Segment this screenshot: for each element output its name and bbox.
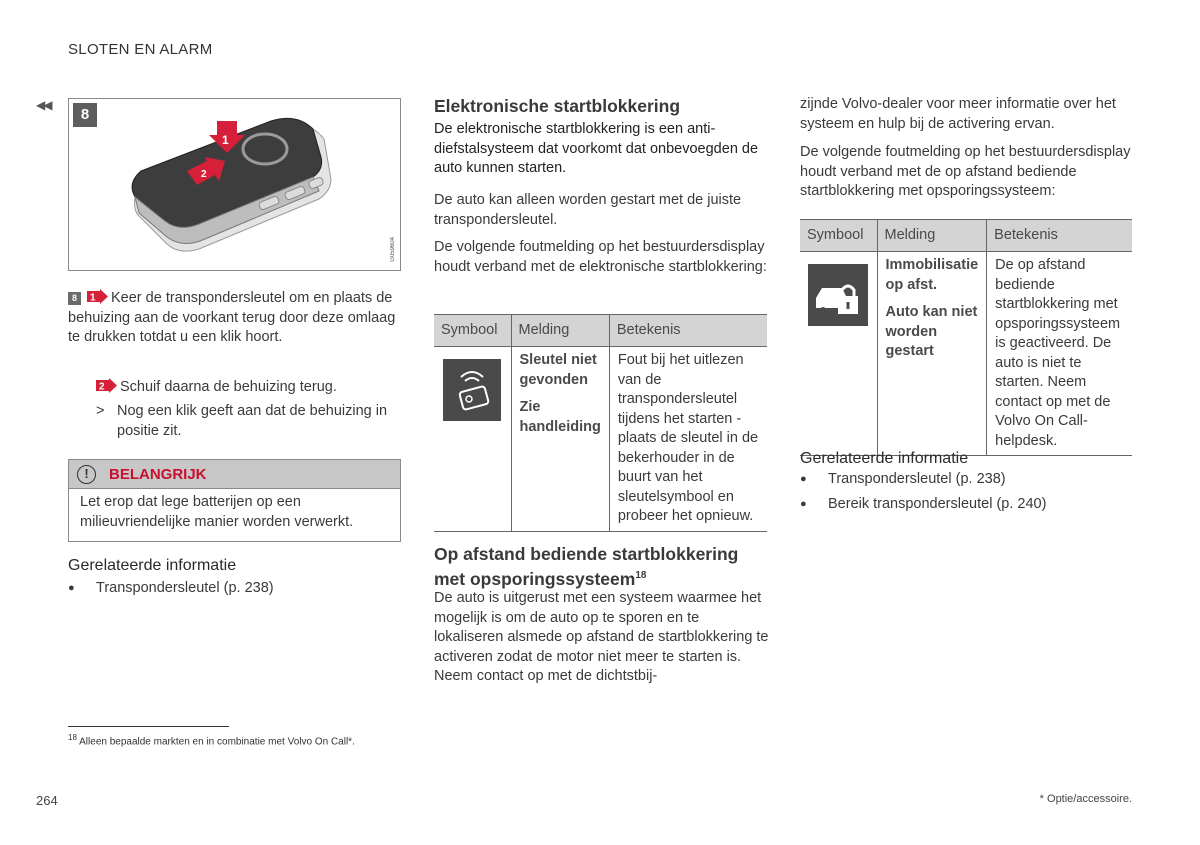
paragraph-1: De auto kan alleen worden gestart met de juiste transpondersleutel. bbox=[434, 192, 742, 228]
heading-remote-immobilizer-text: Op afstand bediende startblokkering met opsporingssysteem bbox=[434, 544, 739, 589]
col-header-symbol: Symbool bbox=[434, 315, 511, 347]
svg-text:1: 1 bbox=[222, 133, 229, 147]
car-lock-icon bbox=[808, 264, 868, 326]
col-header-symbol: Symbool bbox=[800, 220, 877, 252]
meaning-cell: De op afstand bediende startblokkering met opsporingssysteem is geactiveerd. De auto is niet te starten. Neem contact op met de Volvo On Call-helpdesk. bbox=[987, 252, 1132, 456]
svg-text:1: 1 bbox=[90, 292, 96, 304]
col-header-message: Melding bbox=[511, 315, 609, 347]
footnote-divider bbox=[68, 726, 229, 727]
symbol-cell bbox=[434, 347, 511, 532]
footnote-18 bbox=[68, 733, 355, 747]
red-arrow-1-icon bbox=[87, 289, 108, 304]
footnote-number: 18 bbox=[68, 733, 77, 742]
heading-remote-immobilizer bbox=[434, 543, 769, 590]
related-info-title-right: Gerelateerde informatie bbox=[800, 450, 969, 467]
bullet-icon: ● bbox=[68, 582, 75, 594]
message-immobilisation-remote: Immobilisatie op afst. bbox=[885, 257, 979, 293]
important-body: Let erop dat lege batterijen op een milieuvriendelijke manier worden verwerkt. bbox=[80, 494, 354, 530]
bullet-icon: ● bbox=[800, 473, 807, 485]
paragraph-2: De volgende foutmelding op het bestuurdersdisplay houdt verband met de elektronische startblokkering: bbox=[434, 239, 767, 275]
step-2-text: Schuif daarna de behuizing terug. bbox=[120, 379, 337, 395]
key-fob-drawing bbox=[69, 99, 401, 271]
figure-code: G059604 bbox=[390, 237, 396, 262]
step-figure-badge: 8 bbox=[68, 292, 81, 305]
related-link-bereik[interactable] bbox=[800, 496, 1046, 512]
option-accessory-note: * Optie/accessoire. bbox=[1039, 793, 1132, 805]
svg-text:2: 2 bbox=[99, 381, 105, 393]
result-marker: > bbox=[96, 403, 105, 419]
svg-text:2: 2 bbox=[201, 169, 207, 180]
message-see-manual: Zie handleiding bbox=[519, 399, 601, 435]
step-1-text: Keer de transpondersleutel om en plaats de behuizing aan de voorkant terug door deze omlaag te drukken totdat u een klik hoort. bbox=[68, 290, 396, 345]
key-not-found-icon bbox=[443, 359, 501, 421]
col3-paragraph-1: zijnde Volvo-dealer voor meer informatie over het systeem en hulp bij de activering ervan. bbox=[800, 96, 1116, 132]
col3-paragraph-2: De volgende foutmelding op het bestuurdersdisplay houdt verband met de op afstand bediende startblokkering met opsporingssysteem: bbox=[800, 144, 1131, 199]
figure-number-badge: 8 bbox=[73, 103, 97, 127]
bullet-icon: ● bbox=[800, 498, 807, 510]
key-fob-illustration bbox=[68, 98, 401, 271]
step-1 bbox=[68, 289, 403, 348]
heading-electronic-immobilizer: Elektronische startblokkering bbox=[434, 96, 681, 116]
important-title: BELANGRIJK bbox=[109, 466, 207, 483]
important-notice bbox=[68, 459, 401, 542]
related-link-text[interactable]: Transpondersleutel (p. 238) bbox=[96, 580, 274, 596]
message-key-not-found: Sleutel niet gevonden bbox=[519, 352, 597, 388]
paragraph-3: De auto is uitgerust met een systeem waarmee het mogelijk is om de auto op te sporen en te lokaliseren alsmede op afstand de startblokkering te activeren zodat de motor niet meer te starten is. Neem contact op met de dichtstbij- bbox=[434, 590, 769, 684]
meaning-cell: Fout bij het uitlezen van de transpondersleutel tijdens het starten - plaats de sleutel in de bekerhouder in de buurt van het sleutelsymbool en probeer het opnieuw. bbox=[609, 347, 767, 532]
related-link-text[interactable]: Bereik transpondersleutel (p. 240) bbox=[828, 496, 1047, 512]
col-header-message: Melding bbox=[877, 220, 987, 252]
exclamation-icon: ! bbox=[77, 465, 96, 484]
footnote-ref-18[interactable]: 18 bbox=[635, 570, 647, 581]
message-table-2 bbox=[800, 219, 1132, 456]
related-info-title: Gerelateerde informatie bbox=[68, 557, 237, 574]
col-header-meaning: Betekenis bbox=[987, 220, 1132, 252]
double-left-arrow-icon[interactable]: ◀◀ bbox=[36, 98, 51, 112]
footnote-text: Alleen bepaalde markten en in combinatie met Volvo On Call*. bbox=[79, 736, 355, 748]
page-number: 264 bbox=[36, 793, 58, 808]
step-2 bbox=[96, 378, 401, 398]
related-link-transpondersleutel[interactable] bbox=[800, 471, 1006, 487]
table-row bbox=[434, 347, 767, 532]
symbol-cell bbox=[800, 252, 877, 456]
step-result bbox=[96, 402, 401, 441]
col-header-meaning: Betekenis bbox=[609, 315, 767, 347]
related-link-transpondersleutel[interactable] bbox=[68, 580, 274, 596]
message-table-1 bbox=[434, 314, 767, 532]
red-arrow-2-icon bbox=[96, 378, 117, 393]
intro-text: De elektronische startblokkering is een anti-diefstalsysteem dat voorkomt dat onbevoegden de auto kunnen starten. bbox=[434, 121, 759, 176]
message-cell bbox=[877, 252, 987, 456]
result-text: Nog een klik geeft aan dat de behuizing in positie zit. bbox=[117, 403, 388, 439]
related-link-text[interactable]: Transpondersleutel (p. 238) bbox=[828, 471, 1006, 487]
important-header bbox=[69, 460, 400, 489]
message-cell bbox=[511, 347, 609, 532]
message-car-cannot-start: Auto kan niet worden gestart bbox=[885, 304, 978, 359]
table-row bbox=[800, 252, 1132, 456]
section-title: SLOTEN EN ALARM bbox=[68, 41, 213, 58]
